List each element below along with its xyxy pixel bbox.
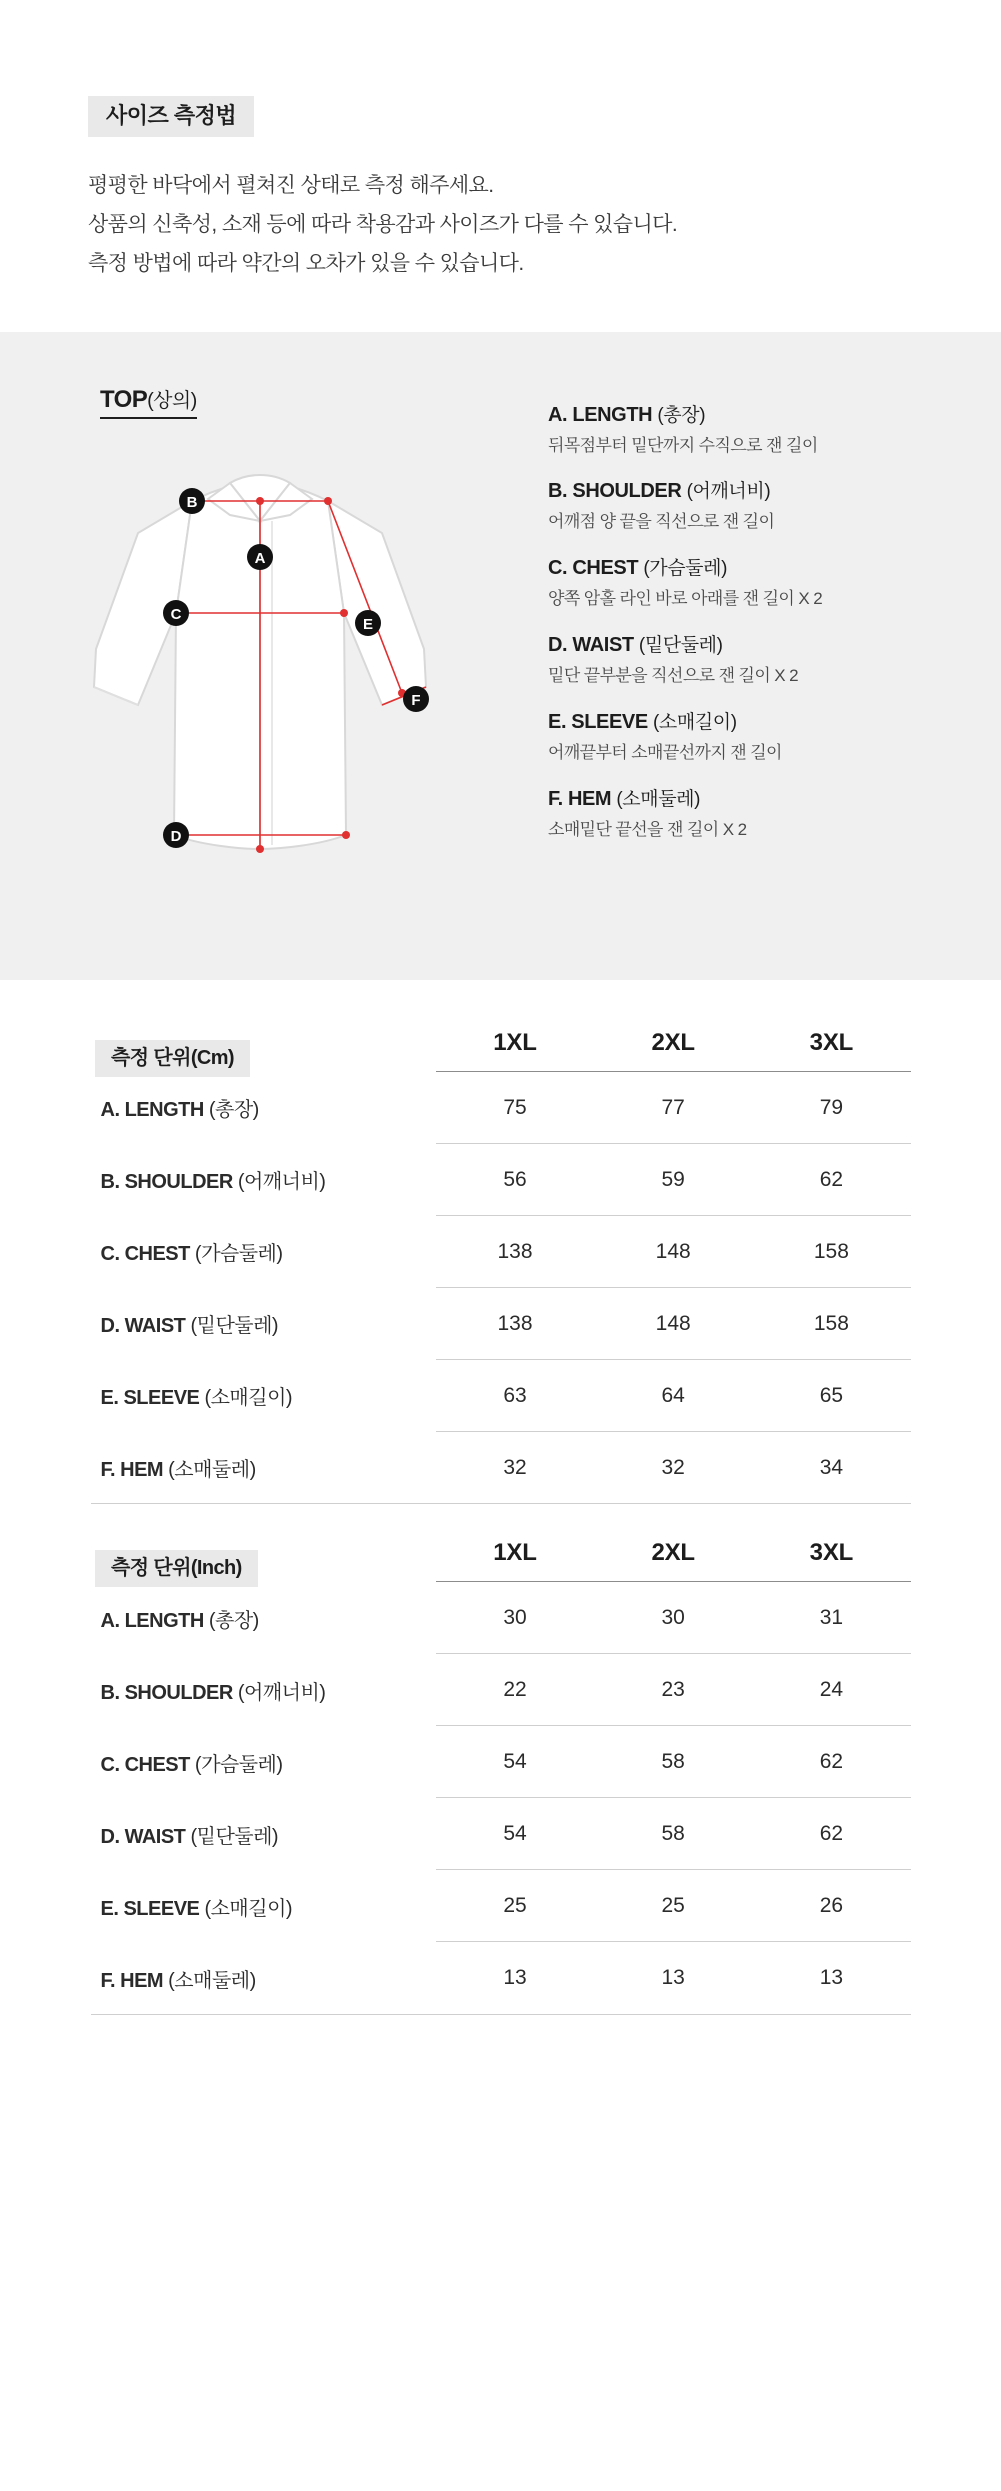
diagram-title [100,384,197,419]
legend-name: HEM [567,787,612,810]
cell-value: 65 [752,1359,910,1431]
table-header-size: 1XL [436,1539,594,1582]
svg-text:E: E [362,615,374,633]
row-name: LENGTH [124,1099,204,1122]
legend-desc: 양쪽 암홀 라인 바로 아래를 잰 길이 X 2 [548,589,823,609]
row-name: SLEEVE [123,1387,200,1410]
intro-line: 상품의 신축성, 소재 등에 따라 착용감과 사이즈가 다를 수 있습니다. [88,212,678,236]
cell-value: 13 [594,1942,752,2015]
legend-name: WAIST [572,633,634,656]
shirt-diagram-svg [80,437,500,907]
cell-value: 56 [436,1143,594,1215]
cell-value: 22 [436,1654,594,1726]
marker-b [179,488,205,514]
row-key: D. [100,1315,120,1338]
row-name-kr: (밑단둘레) [190,1315,279,1338]
shirt-illustration [80,437,500,907]
row-label [91,1870,436,1942]
legend-item-shoulder [548,478,968,534]
row-name-kr: (밑단둘레) [190,1825,279,1848]
legend-head [548,709,968,736]
row-key: B. [100,1681,120,1704]
legend-key: A. [548,403,568,426]
cell-value: 62 [752,1798,910,1870]
cell-value: 24 [752,1654,910,1726]
marker-c [163,600,189,626]
legend-desc: 소매밑단 끝선을 잰 길이 X 2 [548,819,747,839]
row-name-kr: (소매둘레) [168,1459,256,1482]
cell-value: 75 [436,1071,594,1143]
cell-value: 148 [594,1215,752,1287]
legend-desc: 어깨끝부터 소매끝선까지 잰 길이 [548,742,782,762]
row-label [91,1431,436,1504]
cell-value: 25 [436,1870,594,1942]
row-label [91,1143,436,1215]
cell-value: 34 [752,1431,910,1504]
table-header-size: 2XL [594,1029,752,1072]
row-key: E. [100,1387,119,1410]
row-name: WAIST [124,1825,186,1848]
cell-value: 62 [752,1726,910,1798]
cell-value: 25 [594,1870,752,1942]
legend-item-waist [548,632,968,688]
row-label [91,1215,436,1287]
section-badge-measure-method: 사이즈 측정법 [88,96,254,137]
legend-desc: 뒤목점부터 밑단까지 수직으로 잰 길이 [548,435,818,455]
cell-value: 158 [752,1215,910,1287]
cell-value: 79 [752,1071,910,1143]
unit-badge-inch: 측정 단위(Inch) [95,1550,258,1587]
row-name: SHOULDER [124,1681,233,1704]
cell-value: 54 [436,1798,594,1870]
table-row [91,1870,911,1942]
diagram-title-main: TOP [100,385,148,413]
legend-item-sleeve [548,709,968,765]
legend-name: LENGTH [572,403,653,426]
cell-value: 32 [436,1431,594,1504]
table-header-size: 2XL [594,1539,752,1582]
row-label [91,1654,436,1726]
cell-value: 31 [752,1582,910,1654]
table-header-size: 1XL [436,1029,594,1072]
table-row [91,1798,911,1870]
row-key: C. [100,1243,120,1266]
cell-value: 63 [436,1359,594,1431]
legend-name-kr: (밑단둘레) [638,634,723,656]
cell-value: 26 [752,1870,910,1942]
legend-name: SLEEVE [571,710,648,733]
marker-f [403,686,429,712]
cell-value: 59 [594,1143,752,1215]
cell-value: 64 [594,1359,752,1431]
row-key: D. [100,1825,120,1848]
legend-head [548,402,968,429]
table-row [91,1287,911,1359]
legend-name-kr: (가슴둘레) [643,558,728,580]
cell-value: 30 [594,1582,752,1654]
diagram-title-sub: (상의) [147,389,197,412]
legend-item-chest [548,555,968,611]
cell-value: 138 [436,1215,594,1287]
legend-name-kr: (어깨너비) [686,481,771,503]
size-table-cm-block [0,1028,1001,1505]
cell-value: 23 [594,1654,752,1726]
cell-value: 58 [594,1726,752,1798]
svg-text:D: D [170,827,182,845]
cell-value: 148 [594,1287,752,1359]
legend-item-hem [548,786,968,842]
row-label [91,1582,436,1654]
row-name-kr: (어깨너비) [237,1681,326,1704]
row-name-kr: (가슴둘레) [194,1753,283,1776]
table-row [91,1942,911,2015]
cell-value: 138 [436,1287,594,1359]
row-key: F. [100,1459,116,1482]
row-name: WAIST [124,1315,186,1338]
cell-value: 13 [436,1942,594,2015]
row-name-kr: (총장) [208,1099,259,1122]
intro-text-block [88,167,1001,284]
cell-value: 13 [752,1942,910,2015]
legend-name-kr: (소매길이) [652,711,737,733]
intro-line: 평평한 바닥에서 펼쳐진 상태로 측정 해주세요. [88,174,494,197]
legend-item-length [548,402,968,458]
diagram-section [0,332,1001,980]
table-header-size: 3XL [752,1539,910,1582]
legend-key: D. [548,633,568,656]
cell-value: 58 [594,1798,752,1870]
row-label [91,1287,436,1359]
table-row [91,1359,911,1431]
row-key: C. [100,1753,120,1776]
table-row [91,1431,911,1504]
cell-value: 77 [594,1071,752,1143]
legend-name-kr: (소매둘레) [616,788,701,810]
legend-desc: 어깨점 양 끝을 직선으로 잰 길이 [548,512,775,532]
row-key: E. [100,1897,119,1920]
table-row [91,1654,911,1726]
row-name-kr: (소매길이) [204,1897,293,1920]
legend-head [548,632,968,659]
svg-text:C: C [170,605,182,623]
row-name: CHEST [124,1243,190,1266]
table-header-size: 3XL [752,1029,910,1072]
svg-text:A: A [254,549,266,567]
size-table-cm [91,1029,911,1505]
svg-text:B: B [186,493,198,511]
row-name: SHOULDER [124,1171,233,1194]
legend-name: CHEST [572,557,639,580]
legend-head [548,478,968,505]
row-name-kr: (어깨너비) [237,1171,326,1194]
row-key: F. [100,1969,116,1992]
marker-a [247,544,273,570]
row-label [91,1071,436,1143]
svg-text:F: F [411,691,421,709]
legend-key: F. [548,787,563,810]
legend-head [548,555,968,582]
row-name-kr: (가슴둘레) [194,1243,283,1266]
size-tables-section [0,980,1001,2125]
marker-e [355,610,381,636]
table-row [91,1143,911,1215]
legend-key: E. [548,710,567,733]
row-name: SLEEVE [123,1897,200,1920]
cell-value: 30 [436,1582,594,1654]
row-name: LENGTH [124,1609,204,1632]
measurement-legend [548,402,968,863]
row-name-kr: (소매길이) [204,1387,293,1410]
legend-key: C. [548,557,568,580]
intro-line: 측정 방법에 따라 약간의 오차가 있을 수 있습니다. [88,251,524,275]
legend-key: B. [548,480,568,503]
legend-head [548,786,968,813]
row-key: A. [100,1609,120,1632]
marker-d [163,822,189,848]
size-table-inch-block [0,1539,1001,2015]
cell-value: 32 [594,1431,752,1504]
legend-name: SHOULDER [572,480,682,503]
row-name: HEM [120,1459,164,1482]
cell-value: 54 [436,1726,594,1798]
legend-name-kr: (총장) [657,404,706,426]
row-label [91,1359,436,1431]
unit-badge-cm: 측정 단위(Cm) [95,1040,250,1077]
row-label [91,1942,436,2015]
legend-desc: 밑단 끝부분을 직선으로 잰 길이 X 2 [548,665,799,685]
intro-section [0,0,1001,284]
cell-value: 158 [752,1287,910,1359]
row-label [91,1798,436,1870]
table-row [91,1726,911,1798]
table-row [91,1582,911,1654]
row-name: HEM [120,1969,164,1992]
row-name-kr: (소매둘레) [168,1969,256,1992]
size-table-inch [91,1539,911,2015]
row-name-kr: (총장) [208,1609,259,1632]
row-key: B. [100,1171,120,1194]
row-key: A. [100,1099,120,1122]
table-row [91,1215,911,1287]
cell-value: 62 [752,1143,910,1215]
row-name: CHEST [124,1753,190,1776]
row-label [91,1726,436,1798]
table-row [91,1071,911,1143]
